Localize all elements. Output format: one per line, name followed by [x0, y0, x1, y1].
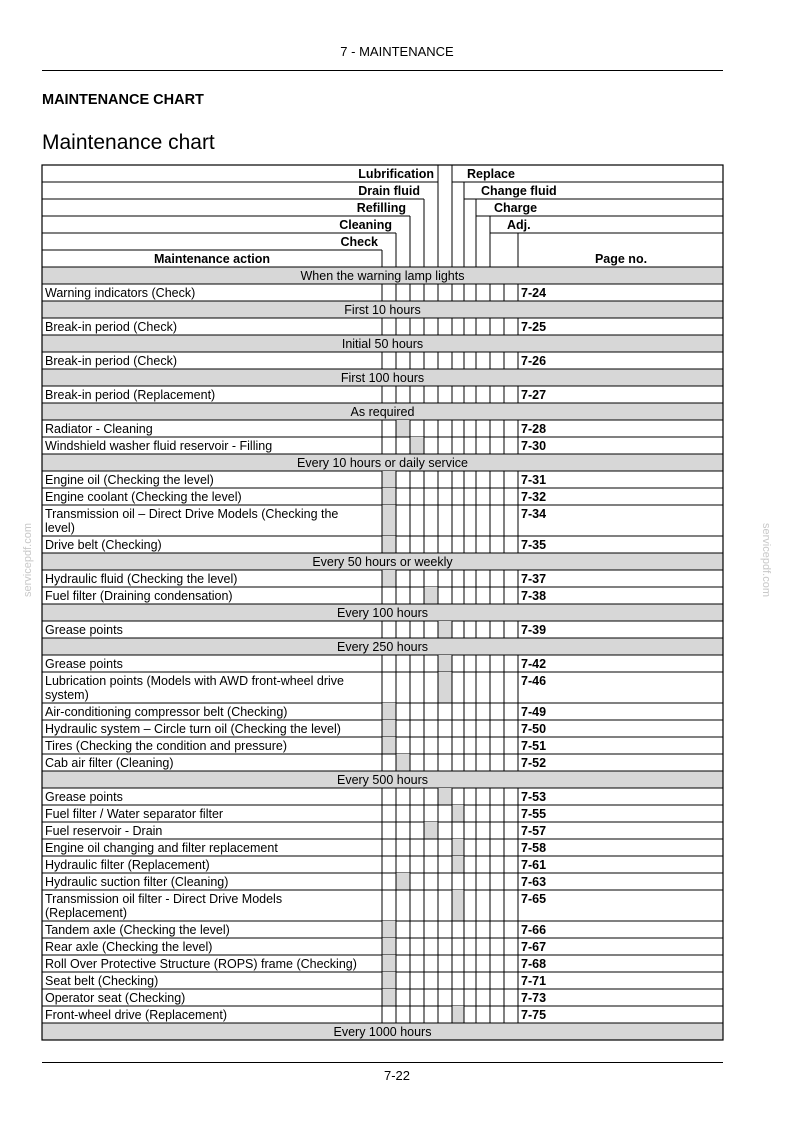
maintenance-action-cont: (Replacement) [45, 906, 127, 920]
page-ref: 7-65 [521, 892, 547, 906]
page-ref: 7-32 [521, 490, 547, 504]
maintenance-mark [382, 703, 396, 720]
maintenance-action-cont: level) [45, 521, 75, 535]
section-label: Every 500 hours [336, 773, 429, 787]
maintenance-action: Grease points [45, 623, 123, 637]
maintenance-mark [438, 788, 452, 805]
maintenance-action: Warning indicators (Check) [45, 286, 196, 300]
maintenance-mark [410, 437, 424, 454]
maintenance-action: Break-in period (Check) [45, 354, 177, 368]
page-ref: 7-25 [521, 320, 547, 334]
maintenance-mark [382, 471, 396, 488]
page-ref: 7-66 [521, 923, 547, 937]
maintenance-action: Engine oil changing and filter replacement [45, 841, 278, 855]
section-label: Every 10 hours or daily service [297, 456, 468, 470]
watermark-left: servicepdf.com [22, 523, 34, 597]
page-ref: 7-35 [521, 538, 547, 552]
page-ref: 7-51 [521, 739, 547, 753]
page-ref: 7-52 [521, 756, 547, 770]
page-ref: 7-73 [521, 991, 547, 1005]
footer-rule [42, 1062, 723, 1063]
maintenance-action: Engine coolant (Checking the level) [45, 490, 242, 504]
page-ref: 7-57 [521, 824, 547, 838]
page-ref: 7-68 [521, 957, 547, 971]
page-ref: 7-37 [521, 572, 547, 586]
header-right-label: Replace [467, 167, 515, 181]
maintenance-mark [452, 856, 464, 873]
maintenance-action: Rear axle (Checking the level) [45, 940, 213, 954]
section-label: Every 50 hours or weekly [312, 555, 453, 569]
maintenance-action: Windshield washer fluid reservoir - Filling [45, 439, 273, 453]
page-ref: 7-75 [521, 1008, 547, 1022]
maintenance-mark [452, 805, 464, 822]
maintenance-action: Break-in period (Replacement) [45, 388, 216, 402]
maintenance-mark [438, 672, 452, 703]
maintenance-action: Hydraulic suction filter (Cleaning) [45, 875, 229, 889]
page-ref: 7-27 [521, 388, 547, 402]
page-header: 7 - MAINTENANCE [340, 44, 454, 59]
maintenance-mark [396, 420, 410, 437]
header-right-label: Change fluid [481, 184, 557, 198]
maintenance-action: Transmission oil – Direct Drive Models (Checking the [45, 507, 339, 521]
section-label: Every 250 hours [336, 640, 429, 654]
maintenance-action: Drive belt (Checking) [45, 538, 162, 552]
maintenance-action: Air-conditioning compressor belt (Checking) [45, 705, 288, 719]
maintenance-action: Tandem axle (Checking the level) [45, 923, 230, 937]
page-ref: 7-63 [521, 875, 547, 889]
maintenance-action: Hydraulic system – Circle turn oil (Checking the level) [45, 722, 341, 736]
maintenance-action: Grease points [45, 790, 123, 804]
page-ref: 7-34 [521, 507, 547, 521]
header-action-label: Maintenance action [154, 252, 270, 266]
section-label: As required [350, 405, 415, 419]
maintenance-mark [382, 955, 396, 972]
header-left-label: Cleaning [339, 218, 392, 232]
maintenance-mark [382, 737, 396, 754]
maintenance-mark [424, 587, 438, 604]
maintenance-mark [382, 921, 396, 938]
maintenance-action-cont: system) [45, 688, 89, 702]
section-label: Every 100 hours [336, 606, 429, 620]
maintenance-action: Front-wheel drive (Replacement) [45, 1008, 228, 1022]
maintenance-action: Break-in period (Check) [45, 320, 177, 334]
page-ref: 7-50 [521, 722, 547, 736]
page-ref: 7-49 [521, 705, 547, 719]
header-left-label: Lubrification [358, 167, 434, 181]
page-ref: 7-58 [521, 841, 547, 855]
maintenance-action: Fuel filter / Water separator filter [45, 807, 224, 821]
header-right-label: Adj. [507, 218, 531, 232]
chart-title: Maintenance chart [42, 131, 215, 154]
maintenance-mark [382, 972, 396, 989]
maintenance-action: Seat belt (Checking) [45, 974, 159, 988]
section-label: When the warning lamp lights [300, 269, 465, 283]
maintenance-mark [382, 989, 396, 1006]
maintenance-action: Lubrication points (Models with AWD front-wheel drive [45, 674, 344, 688]
page-ref: 7-61 [521, 858, 547, 872]
maintenance-action: Fuel filter (Draining condensation) [45, 589, 233, 603]
header-page-label: Page no. [594, 252, 648, 266]
maintenance-mark [382, 536, 396, 553]
page-ref: 7-53 [521, 790, 547, 804]
page-ref: 7-67 [521, 940, 547, 954]
maintenance-action: Cab air filter (Cleaning) [45, 756, 174, 770]
section-title: MAINTENANCE CHART [42, 92, 204, 108]
page-ref: 7-28 [521, 422, 547, 436]
section-label: Initial 50 hours [341, 337, 424, 351]
maintenance-action: Roll Over Protective Structure (ROPS) frame (Checking) [45, 957, 357, 971]
maintenance-action: Transmission oil filter - Direct Drive Models [45, 892, 283, 906]
maintenance-action: Fuel reservoir - Drain [45, 824, 163, 838]
maintenance-mark [452, 890, 464, 921]
maintenance-mark [382, 488, 396, 505]
section-label: First 100 hours [340, 371, 425, 385]
page-ref: 7-24 [521, 286, 547, 300]
page-ref: 7-55 [521, 807, 547, 821]
maintenance-mark [382, 505, 396, 536]
page-ref: 7-31 [521, 473, 547, 487]
watermark-right: servicepdf.com [760, 523, 772, 597]
maintenance-action: Radiator - Cleaning [45, 422, 153, 436]
maintenance-mark [382, 720, 396, 737]
maintenance-mark [452, 839, 464, 856]
maintenance-mark [382, 938, 396, 955]
header-left-label: Check [340, 235, 378, 249]
page-ref: 7-26 [521, 354, 547, 368]
maintenance-action: Tires (Checking the condition and pressure) [45, 739, 288, 753]
maintenance-mark [438, 621, 452, 638]
header-left-label: Refilling [356, 201, 406, 215]
header-left-label: Drain fluid [358, 184, 420, 198]
maintenance-mark [382, 570, 396, 587]
maintenance-mark [396, 754, 410, 771]
page-ref: 7-42 [521, 657, 547, 671]
maintenance-action: Hydraulic filter (Replacement) [45, 858, 210, 872]
page-ref: 7-38 [521, 589, 547, 603]
page-ref: 7-30 [521, 439, 547, 453]
maintenance-mark [396, 873, 410, 890]
page-ref: 7-39 [521, 623, 547, 637]
maintenance-mark [438, 655, 452, 672]
section-label: First 10 hours [344, 303, 421, 317]
header-right-label: Charge [494, 201, 538, 215]
maintenance-action: Grease points [45, 657, 123, 671]
maintenance-mark [424, 822, 438, 839]
page-ref: 7-46 [521, 674, 547, 688]
maintenance-mark [452, 1006, 464, 1023]
page-number: 7-22 [383, 1068, 411, 1083]
maintenance-action: Operator seat (Checking) [45, 991, 186, 1005]
maintenance-action: Hydraulic fluid (Checking the level) [45, 572, 238, 586]
page-ref: 7-71 [521, 974, 547, 988]
maintenance-action: Engine oil (Checking the level) [45, 473, 214, 487]
section-label: Every 1000 hours [333, 1025, 432, 1039]
